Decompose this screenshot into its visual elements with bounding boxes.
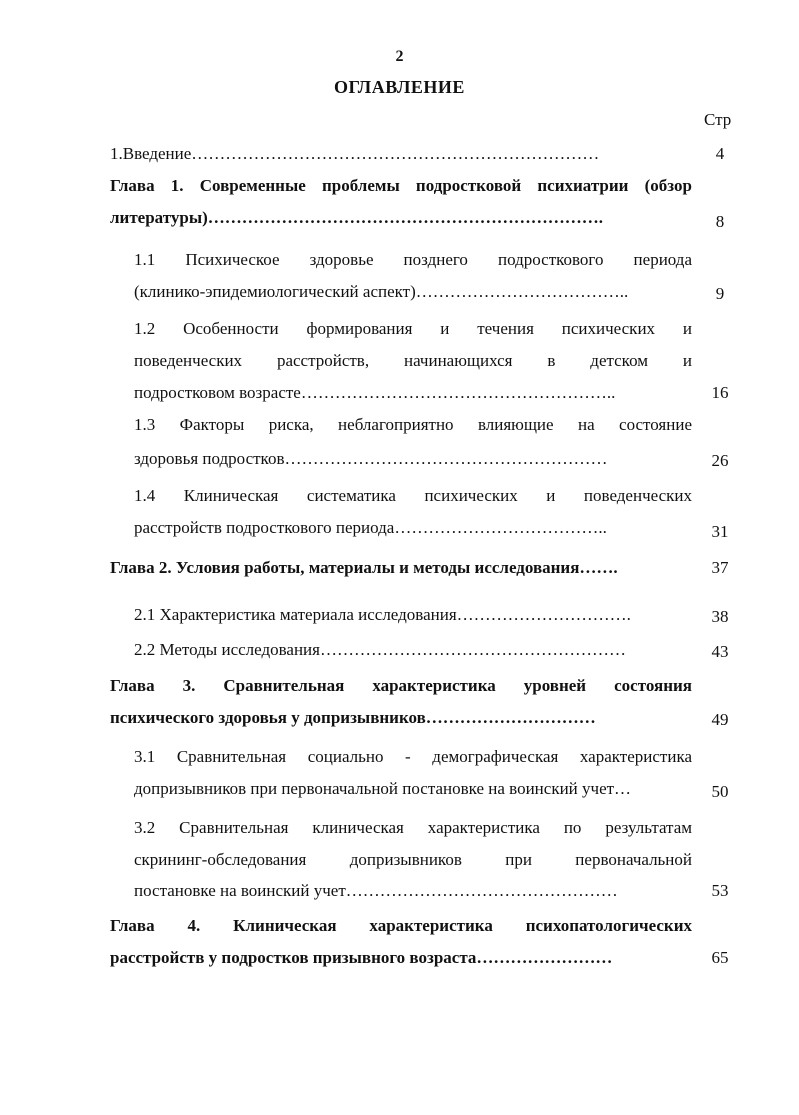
toc-page-number: 8	[715, 212, 725, 231]
toc-line: скрининг-обследования допризывников при первоначальной	[134, 850, 692, 869]
toc-page-number: 53	[711, 881, 729, 900]
toc-line: 1.1 Психическое здоровье позднего подросткового периода	[134, 250, 692, 269]
toc-page-number: 26	[711, 451, 729, 470]
toc-page-number: 43	[711, 642, 729, 661]
toc-page-number: 9	[715, 284, 725, 303]
toc-page-number: 16	[711, 383, 729, 402]
page-title: ОГЛАВЛЕНИЕ	[334, 77, 465, 97]
toc-line: подростковом возрасте………………………………………………..	[134, 383, 616, 402]
toc-line: 1.3 Факторы риска, неблагоприятно влияющие на состояние	[134, 415, 692, 434]
toc-line: расстройств подросткового периода………………………………..	[134, 518, 607, 537]
toc-line: 2.2 Методы исследования………………………………………………	[134, 640, 626, 659]
page-column-header: Стр	[704, 110, 732, 129]
toc-line: (клинико-эпидемиологический аспект)………………………………..	[134, 282, 629, 301]
toc-page-number: 50	[711, 782, 729, 801]
toc-page-number: 37	[711, 558, 729, 577]
toc-line: расстройств у подростков призывного возраста……………………	[110, 948, 613, 967]
toc-page-number: 4	[715, 144, 725, 163]
toc-line: психического здоровья у допризывников…………………………	[110, 708, 596, 727]
toc-line: 1.Введение………………………………………………………………	[110, 144, 600, 163]
toc-line: 2.1 Характеристика материала исследования………………………….	[134, 605, 631, 624]
toc-line: 1.2 Особенности формирования и течения психических и	[134, 319, 692, 338]
toc-line: допризывников при первоначальной постановке на воинский учет…	[134, 779, 632, 798]
toc-page-number: 38	[711, 607, 729, 626]
toc-line: Глава 3. Сравнительная характеристика уровней состояния	[110, 676, 692, 695]
toc-line: постановке на воинский учет…………………………………………	[134, 881, 618, 900]
toc-page-number: 49	[711, 710, 729, 729]
toc-line: 3.1 Сравнительная социально - демографическая характеристика	[134, 747, 692, 766]
toc-page-number: 65	[711, 948, 729, 967]
toc-line: Глава 2. Условия работы, материалы и методы исследования…….	[110, 558, 618, 577]
toc-line: 3.2 Сравнительная клиническая характеристика по результатам	[134, 818, 692, 837]
toc-line: поведенческих расстройств, начинающихся в детском и	[134, 351, 692, 370]
page-number: 2	[395, 48, 404, 65]
toc-line: 1.4 Клиническая систематика психических и поведенческих	[134, 486, 692, 505]
toc-line: здоровья подростков…………………………………………………	[134, 449, 608, 468]
toc-line: Глава 4. Клиническая характеристика психопатологических	[110, 916, 692, 935]
toc-line: литературы)…………………………………………………………….	[110, 208, 604, 227]
toc-page-number: 31	[711, 522, 729, 541]
toc-line: Глава 1. Современные проблемы подростковой психиатрии (обзор	[110, 176, 692, 195]
